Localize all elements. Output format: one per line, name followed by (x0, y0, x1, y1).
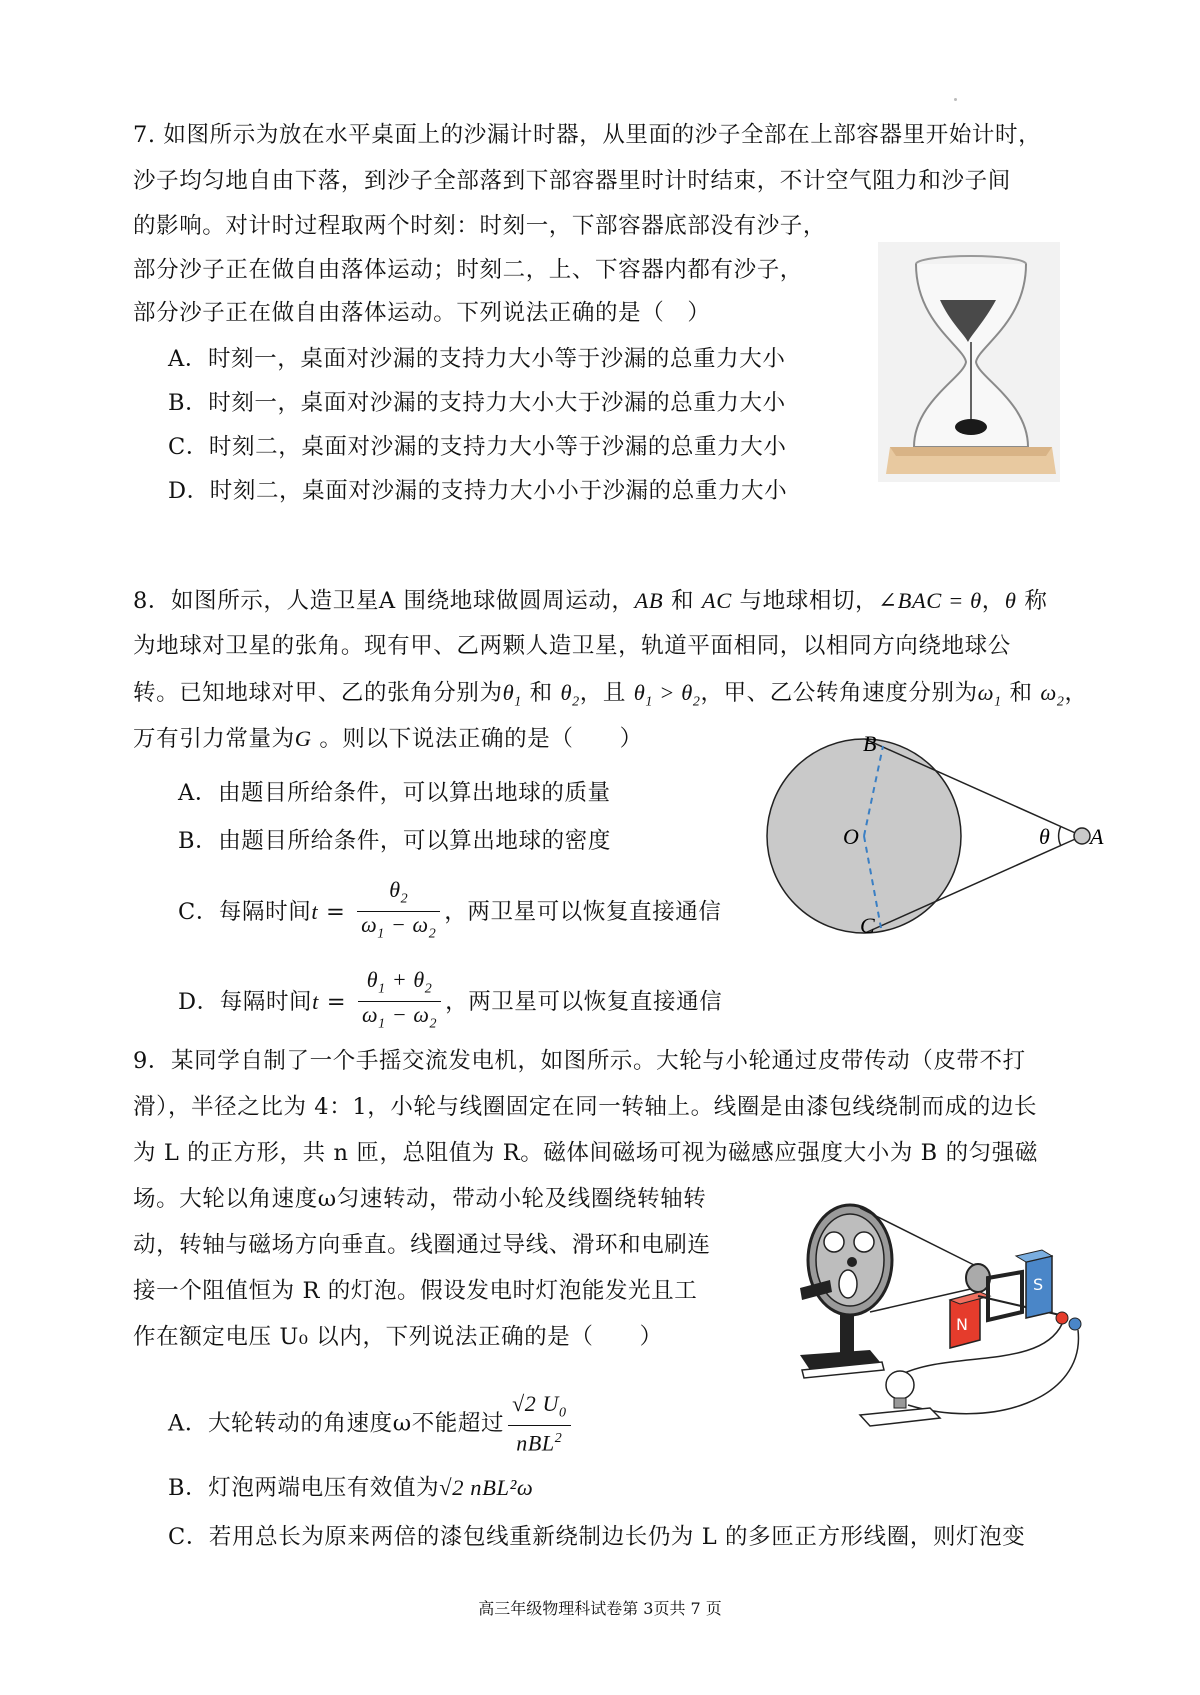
q9-option-b-expr: √2 nBL²ω (439, 1475, 534, 1500)
q8-option-a: A．由题目所给条件，可以算出地球的质量 (178, 780, 611, 806)
slip-ring-2 (1069, 1318, 1081, 1330)
label-o: O (843, 824, 859, 849)
q8-line-2: 为地球对卫星的张角。现有甲、乙两颗人造卫星，轨道平面相同，以相同方向绕地球公 (133, 633, 1011, 659)
q9-option-b-text: B．灯泡两端电压有效值为 (168, 1475, 440, 1501)
q8-option-d: D．每隔时间t = $\frac{\theta_1 + \theta_2}{\omega_1 - \omega_2}$ ，两卫星可以恢复直接通信 (178, 968, 722, 1038)
wire-2 (908, 1330, 1078, 1414)
q7-option-b: B．时刻一，桌面对沙漏的支持力大小大于沙漏的总重力大小 (168, 390, 786, 416)
fraction-q9a: $\frac{√2 U_0}{nBL^2}$ (508, 1392, 570, 1457)
label-theta: θ (1039, 824, 1050, 849)
q9-line-7: 作在额定电压 U₀ 以内，下列说法正确的是（ ） (133, 1324, 663, 1350)
theta-inequality: $\theta_1 > \theta_2$ (633, 680, 701, 710)
generator-figure (790, 1200, 1090, 1450)
slip-ring-1 (1056, 1312, 1068, 1324)
q8-angle-bac: ∠BAC = θ (878, 588, 982, 613)
q7-line-5: 部分沙子正在做自由落体运动。下列说法正确的是（ ） (133, 300, 711, 326)
q7-line-4: 部分沙子正在做自由落体运动；时刻二，上、下容器内都有沙子， (133, 257, 803, 283)
fraction-c: $\frac{\theta_2}{\omega_1 - \omega_2}$ (357, 878, 440, 948)
q9-line-5: 动，转轴与磁场方向垂直。线圈通过导线、滑环和电刷连 (133, 1232, 711, 1258)
formula-t: t (312, 988, 319, 1014)
q8-text-3d: ，甲、乙公转角速度分别为 (700, 680, 978, 706)
q8-option-b: B．由题目所给条件，可以算出地球的密度 (178, 828, 611, 854)
theta-1: $\theta_1$ (502, 680, 522, 710)
formula-t: t (311, 898, 319, 924)
q8-option-c-post: ，两卫星可以恢复直接通信 (444, 898, 722, 925)
theta-2: $\theta_2$ (560, 680, 580, 710)
omega-1: $\omega_1$ (977, 680, 1002, 710)
q8-line-4 (133, 724, 643, 754)
angle-arc (1059, 826, 1061, 846)
label-b: B (863, 731, 877, 756)
q8-line-1 (133, 586, 1047, 616)
hourglass-figure (878, 242, 1060, 482)
q8-text-1e: 与地球相切， (731, 588, 879, 614)
omega-2: $\omega_2$ (1040, 680, 1065, 710)
scan-speck (954, 98, 957, 101)
q9-line-3: 为 L 的正方形，共 n 匝，总阻值为 R。磁体间磁场可视为磁感应强度大小为 B 的匀强磁 (133, 1140, 1038, 1166)
q7-option-d: D．时刻二，桌面对沙漏的支持力大小小于沙漏的总重力大小 (168, 478, 788, 504)
q9-option-a-pre: A．大轮转动的角速度ω不能超过 (168, 1410, 505, 1437)
q8-line-3 (133, 678, 1088, 718)
q9-option-c: C．若用总长为原来两倍的漆包线重新绕制边长仍为 L 的多匝正方形线圈，则灯泡变 (168, 1524, 1026, 1550)
magnet-n-label: N (956, 1315, 968, 1334)
q8-option-c: C．每隔时间t = $\frac{\theta_2}{\omega_1 - \omega_2}$ ，两卫星可以恢复直接通信 (178, 878, 722, 948)
q8-text-1i: 称 (1016, 588, 1048, 614)
q8-ac: AC (701, 588, 732, 613)
q9-option-b (168, 1473, 533, 1503)
q7-line-2: 沙子均匀地自由下落，到沙子全部落到下部容器里时计时结束，不计空气阻力和沙子间 (133, 168, 1011, 194)
q9-line-2: 滑），半径之比为 4：1，小轮与线圈固定在同一转轴上。线圈是由漆包线绕制而成的边长 (133, 1094, 1038, 1120)
q8-text-3a: 转。已知地球对甲、乙的张角分别为 (133, 680, 503, 706)
q7-line-3: 的影响。对计时过程取两个时刻：时刻一，下部容器底部没有沙子， (133, 213, 827, 239)
q8-text-3c: ，且 (579, 680, 634, 706)
magnet-s-label: S (1033, 1275, 1044, 1294)
earth-satellite-figure (755, 731, 1104, 938)
q8-theta: θ (1004, 588, 1017, 613)
coil (988, 1272, 1022, 1320)
gravitational-constant: G (294, 726, 312, 751)
q8-option-d-post: ，两卫星可以恢复直接通信 (445, 988, 723, 1015)
q8-text-3e: 和 (1001, 680, 1041, 706)
fraction-d: $\frac{\theta_1 + \theta_2}{\omega_1 - \omega_2}$ (358, 968, 441, 1038)
satellite-a (1074, 828, 1090, 844)
q8-text-3f: ， (1064, 680, 1088, 706)
label-a: A (1090, 824, 1104, 849)
bulb (886, 1371, 914, 1399)
q9-line-4: 场。大轮以角速度ω匀速转动，带动小轮及线圈绕转轴转 (133, 1186, 707, 1212)
q8-ab: AB (634, 588, 664, 613)
q7-line-1: 7. 如图所示为放在水平桌面上的沙漏计时器，从里面的沙子全部在上部容器里开始计时， (133, 122, 1042, 148)
q8-text-1g: ， (981, 588, 1005, 614)
wire-1 (900, 1324, 1062, 1375)
q8-text-1c: 和 (663, 588, 702, 614)
q8-text-4c: 。则以下说法正确的是（ ） (311, 726, 643, 752)
page-footer: 高三年级物理科试卷第 3页共 7 页 (478, 1599, 722, 1618)
q9-line-1: 9．某同学自制了一个手摇交流发电机，如图所示。大轮与小轮通过皮带传动（皮带不打 (133, 1048, 1026, 1074)
q8-text-1a: 8．如图所示，人造卫星A 围绕地球做圆周运动， (133, 588, 635, 614)
q9-line-6: 接一个阻值恒为 R 的灯泡。假设发电时灯泡能发光且工 (133, 1278, 698, 1304)
label-c: C (860, 913, 875, 938)
bulb-base (860, 1408, 940, 1426)
q7-option-a: A．时刻一，桌面对沙漏的支持力大小等于沙漏的总重力大小 (168, 346, 786, 372)
q7-option-c: C．时刻二，桌面对沙漏的支持力大小等于沙漏的总重力大小 (168, 434, 787, 460)
q8-text-3b: 和 (521, 680, 561, 706)
q8-option-d-pre: D．每隔时间 (178, 988, 313, 1015)
q8-text-4a: 万有引力常量为 (133, 726, 295, 752)
q8-option-c-pre: C．每隔时间 (178, 898, 312, 925)
q9-option-a (168, 1392, 575, 1457)
